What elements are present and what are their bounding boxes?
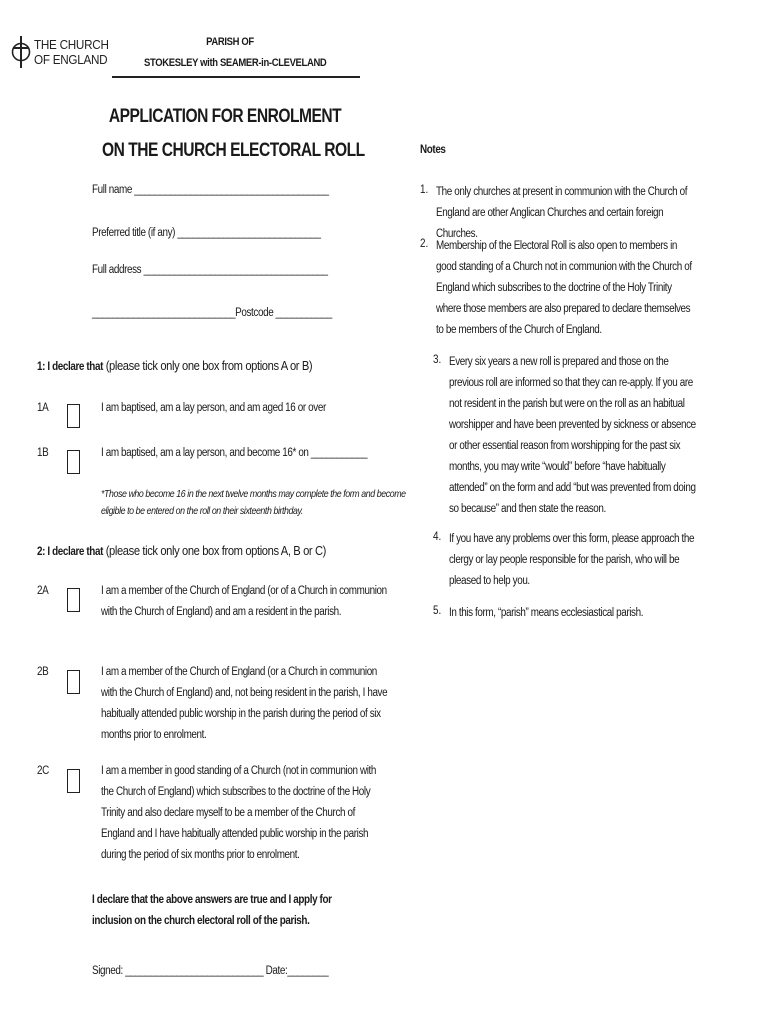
section-2-heading-instruction: (please tick only one box from options A, B or C): [102, 543, 326, 558]
option-1b-label: 1B: [37, 447, 49, 459]
option-2c-line: the Church of England) which subscribes to the doctrine of the Holy: [101, 786, 371, 798]
option-2b-line: habitually attended public worship in the parish during the period of six: [101, 708, 381, 720]
note-text: In this form, “parish” means ecclesiastical parish.: [449, 607, 644, 619]
footnote-line-1: *Those who become 16 in the next twelve months may complete the form and become: [101, 488, 406, 500]
option-2b-line: months prior to enrolment.: [101, 729, 207, 741]
footnote-line-2: eligible to be entered on the roll on their sixteenth birthday.: [101, 505, 303, 517]
option-2a-line: with the Church of England) and am a resident in the parish.: [101, 606, 342, 618]
option-2a-label: 2A: [37, 585, 49, 597]
section-2-heading: [37, 543, 326, 558]
full-name-field[interactable]: Full name ______________________________________: [92, 184, 329, 196]
section-1-heading-instruction: (please tick only one box from options A or B): [102, 358, 313, 373]
signature-date-field[interactable]: Signed: ___________________________ Date:________: [92, 965, 329, 977]
note-text: If you have any problems over this form, please approach the clergy or lay people responsible for the parish, who will be pleased to help you.: [449, 533, 695, 587]
option-2a-checkbox[interactable]: [67, 588, 80, 612]
option-1a-checkbox[interactable]: [67, 404, 80, 428]
note-number: 3.: [433, 354, 442, 366]
section-1-heading: [37, 358, 312, 373]
option-2c-line: England and I have habitually attended public worship in the parish: [101, 828, 369, 840]
option-2c-line: during the period of six months prior to enrolment.: [101, 849, 300, 861]
note-number: 5.: [433, 605, 442, 617]
declaration-line-2: inclusion on the church electoral roll of the parish.: [92, 915, 310, 927]
note-number: 4.: [433, 531, 442, 543]
option-2a-line: I am a member of the Church of England (or of a Church in communion: [101, 585, 387, 597]
option-2b-line: with the Church of England) and, not being resident in the parish, I have: [101, 687, 388, 699]
parish-label: PARISH OF: [206, 36, 254, 48]
form-title-line-1: APPLICATION FOR ENROLMENT: [108, 106, 342, 127]
option-2c-checkbox[interactable]: [67, 769, 80, 793]
option-2c-line: I am a member in good standing of a Church (not in communion with: [101, 765, 376, 777]
note-text: The only churches at present in communion with the Church of England are other Anglican Churches and certain foreign Churches.: [436, 186, 688, 240]
logo-line-1: THE CHURCH: [34, 37, 109, 52]
cross-icon: [11, 34, 31, 70]
option-2b-label: 2B: [37, 666, 49, 678]
option-1b-text: I am baptised, am a lay person, and become 16* on ___________: [101, 447, 368, 459]
section-2-heading-bold: 2: I declare that: [37, 546, 103, 558]
option-2c-line: Trinity and also declare myself to be a member of the Church of: [101, 807, 355, 819]
note-text: Membership of the Electoral Roll is also open to members in good standing of a Church not in communion with the Church of England which subscribes to the doctrine of the Holy Trinity where those members are also prepared to declare themselves to be members of the Church of England.: [436, 240, 692, 336]
notes-heading: Notes: [420, 144, 446, 156]
option-1b-checkbox[interactable]: [67, 450, 80, 474]
header-rule: [112, 76, 360, 78]
full-address-field[interactable]: Full address ____________________________________: [92, 264, 328, 276]
option-1a-text: I am baptised, am a lay person, and am aged 16 or over: [101, 402, 326, 414]
option-2c-label: 2C: [37, 765, 49, 777]
note-text: Every six years a new roll is prepared and those on the previous roll are informed so that they can re-apply. If you are not resident in the parish but were on the roll as an habitual worshipper and have been prevented by sickness or absence or other essential reason from worshipping for the past six months, you may write “would” before “have habitually attended” on the form and add “but was prevented from doing so because” and then state the reason.: [449, 356, 696, 515]
option-1a-label: 1A: [37, 402, 49, 414]
note-number: 1.: [420, 184, 429, 196]
logo-line-2: OF ENGLAND: [34, 52, 108, 67]
option-2b-checkbox[interactable]: [67, 670, 80, 694]
preferred-title-field[interactable]: Preferred title (if any) ____________________________: [92, 227, 321, 239]
form-title-line-2: ON THE CHURCH ELECTORAL ROLL: [102, 140, 365, 161]
parish-name: STOKESLEY with SEAMER-in-CLEVELAND: [144, 57, 327, 69]
section-1-heading-bold: 1: I declare that: [37, 361, 103, 373]
declaration-line-1: I declare that the above answers are true and I apply for: [92, 894, 332, 906]
note-number: 2.: [420, 238, 429, 250]
postcode-field[interactable]: ____________________________Postcode ___________: [92, 307, 332, 319]
option-2b-line: I am a member of the Church of England (or a Church in communion: [101, 666, 377, 678]
